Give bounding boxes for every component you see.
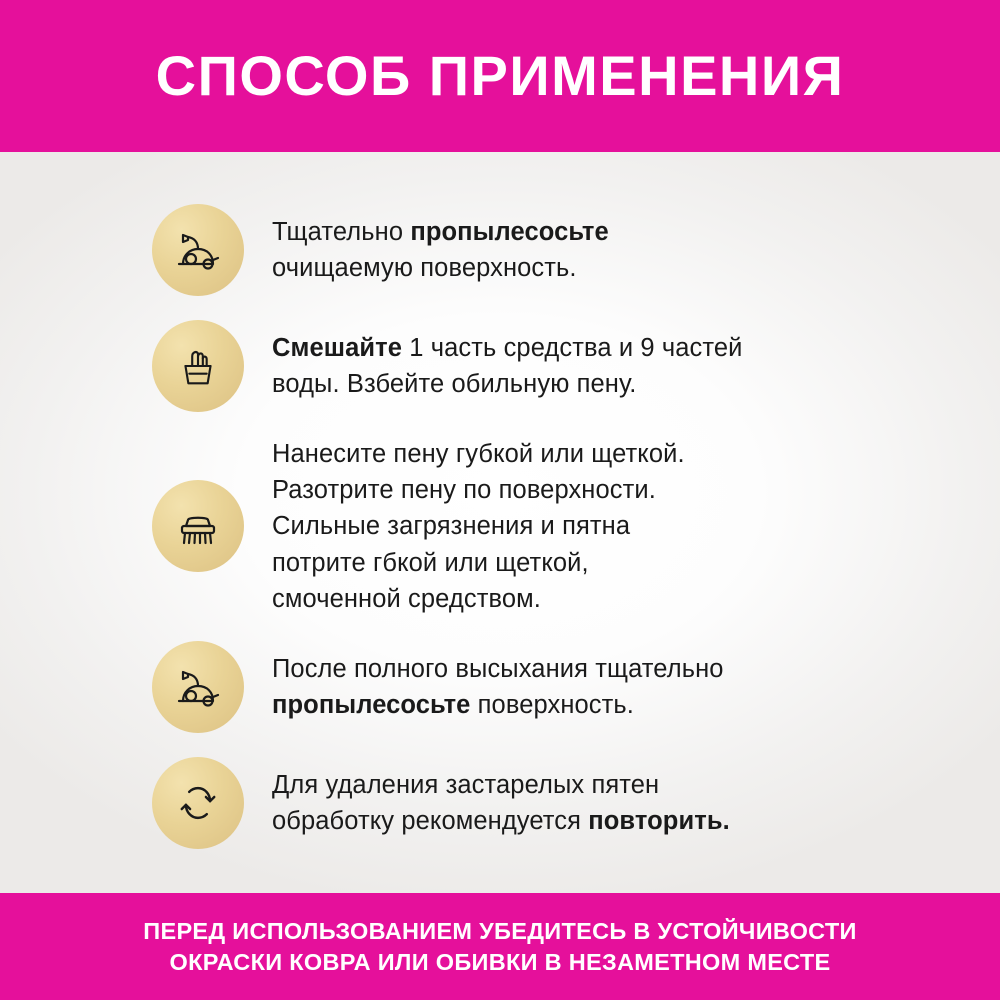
list-item [60, 436, 940, 617]
step-line-2-bold: повторить. [588, 807, 730, 835]
list-item [60, 204, 940, 296]
step-line-2-pre: очищаемую поверхность. [272, 253, 577, 282]
repeat-arrows-icon [172, 777, 224, 829]
step-line-1-pre: После полного высыхания тщательно [272, 654, 724, 683]
step-line-1: Нанесите пену губкой или щеткой. [272, 439, 685, 468]
footer-line-1: ПЕРЕД ИСПОЛЬЗОВАНИЕМ УБЕДИТЕСЬ В УСТОЙЧИВОСТИ [143, 917, 857, 944]
step-icon-badge [152, 204, 244, 296]
list-item [60, 641, 940, 733]
vacuum-cleaner-icon [170, 659, 226, 715]
steps-section [0, 152, 1000, 893]
bucket-gloves-icon [171, 339, 225, 393]
page-title: СПОСОБ ПРИМЕНЕНИЯ [155, 43, 845, 107]
list-item [60, 757, 940, 849]
step-line-2: Разотрите пену по поверхности. [272, 476, 656, 505]
step-line-2-bold: пропылесосьте [272, 691, 471, 719]
step-text [272, 436, 685, 617]
step-text [272, 651, 724, 723]
step-line-5: смоченной средством. [272, 584, 541, 613]
header-banner [0, 0, 1000, 152]
step-line-4: потрите гбкой или щеткой, [272, 548, 589, 577]
steps-list [60, 204, 940, 849]
step-text [272, 767, 730, 839]
step-icon-badge [152, 320, 244, 412]
step-line-1-bold: пропылесосьте [410, 217, 609, 246]
footer-warning [143, 916, 856, 977]
step-icon-badge [152, 641, 244, 733]
step-line-3: Сильные загрязнения и пятна [272, 512, 631, 541]
vacuum-cleaner-icon [170, 222, 226, 278]
step-icon-badge [152, 757, 244, 849]
list-item [60, 320, 940, 412]
step-line-1-pre: Тщательно [272, 217, 411, 246]
scrub-brush-icon [170, 498, 226, 554]
step-line-1-post: 1 часть средства и 9 частей [402, 333, 743, 362]
step-line-2-pre: обработку рекомендуется [272, 807, 589, 835]
step-line-1-bold: Смешайте [272, 333, 403, 362]
step-text [272, 330, 743, 402]
step-line-1-pre: Для удаления застарелых пятен [272, 770, 660, 799]
footer-line-2: ОКРАСКИ КОВРА ИЛИ ОБИВКИ В НЕЗАМЕТНОМ МЕСТЕ [169, 948, 831, 975]
step-icon-badge [152, 480, 244, 572]
step-line-2-post: поверхность. [470, 691, 634, 719]
step-line-2-pre: воды. Взбейте обильную пену. [272, 369, 637, 398]
step-text [272, 214, 609, 286]
footer-banner [0, 893, 1000, 1000]
